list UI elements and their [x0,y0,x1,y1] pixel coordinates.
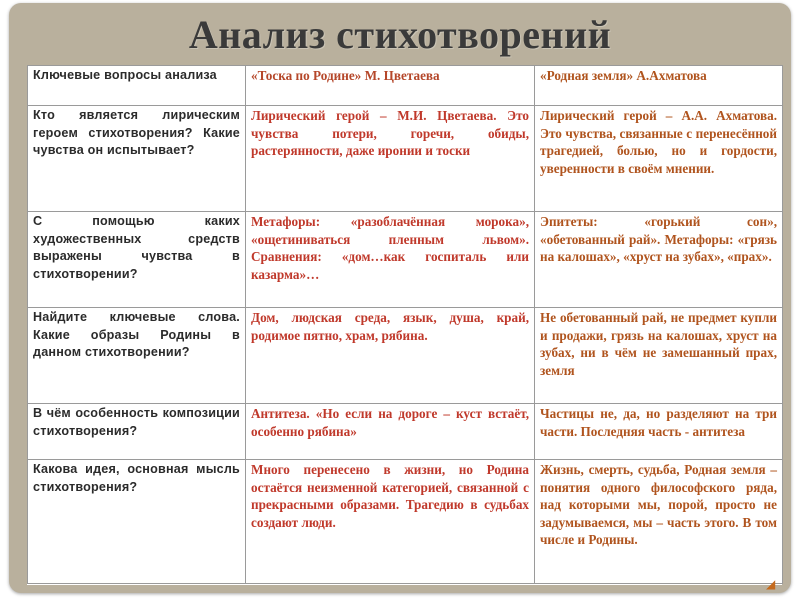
question-cell: В чём особенность композиции стихотворения? [28,404,246,460]
poem1-answer-cell: Метафоры: «разоблачённая морока», «ощетиниваться пленным львом». Сравнения: «дом…как госпиталь или казарма»… [246,212,535,308]
table-row [28,106,783,212]
table-row [28,404,783,460]
question-cell: Кто является лирическим героем стихотворения? Какие чувства он испытывает? [28,106,246,212]
table-row [28,460,783,584]
poem1-answer-cell: Антитеза. «Но если на дороге – куст встаёт, особенно рябина» [246,404,535,460]
poem2-answer-cell: Жизнь, смерть, судьба, Родная земля – понятия одного философского ряда, над которыми мы, порой, просто не задумываемся, мы – часть этого. В том числе и Родины. [535,460,783,584]
poem2-answer-cell: Не обетованный рай, не предмет купли и продажи, грязь на калошах, хруст на зубах, ни в чём не замешанный прах, земля [535,308,783,404]
header-questions-cell: Ключевые вопросы анализа [28,66,246,106]
table-row [28,308,783,404]
poem1-answer-cell: Дом, людская среда, язык, душа, край, родимое пятно, храм, рябина. [246,308,535,404]
slide-title: Анализ стихотворений [188,12,612,57]
poem1-answer-cell: Лирический герой – М.И. Цветаева. Это чувства потери, горечи, обиды, растерянности, даже иронии и тоски [246,106,535,212]
header-poem1-cell: «Тоска по Родине» М. Цветаева [246,66,535,106]
analysis-table [27,65,783,584]
question-cell: С помощью каких художественных средств выражены чувства в стихотворении? [28,212,246,308]
question-cell: Какова идея, основная мысль стихотворения? [28,460,246,584]
corner-mark-icon: ◢ [766,577,776,591]
analysis-table-container [27,65,782,585]
poem2-answer-cell: Лирический герой – А.А. Ахматова. Это чувства, связанные с перенесённой трагедией, болью, но и гордости, уверенности в своём мнении. [535,106,783,212]
table-row [28,212,783,308]
poem2-answer-cell: Эпитеты: «горький сон», «обетованный рай». Метафоры: «грязь на калошах», «хруст на зубах», «прах». [535,212,783,308]
poem2-answer-cell: Частицы не, да, но разделяют на три части. Последняя часть - антитеза [535,404,783,460]
header-poem2-cell: «Родная земля» А.Ахматова [535,66,783,106]
table-header-row [28,66,783,106]
poem1-answer-cell: Много перенесено в жизни, но Родина остаётся неизменной категорией, связанной с прекрасными образами. Трагедию в судьбах создают люди. [246,460,535,584]
question-cell: Найдите ключевые слова. Какие образы Родины в данном стихотворении? [28,308,246,404]
